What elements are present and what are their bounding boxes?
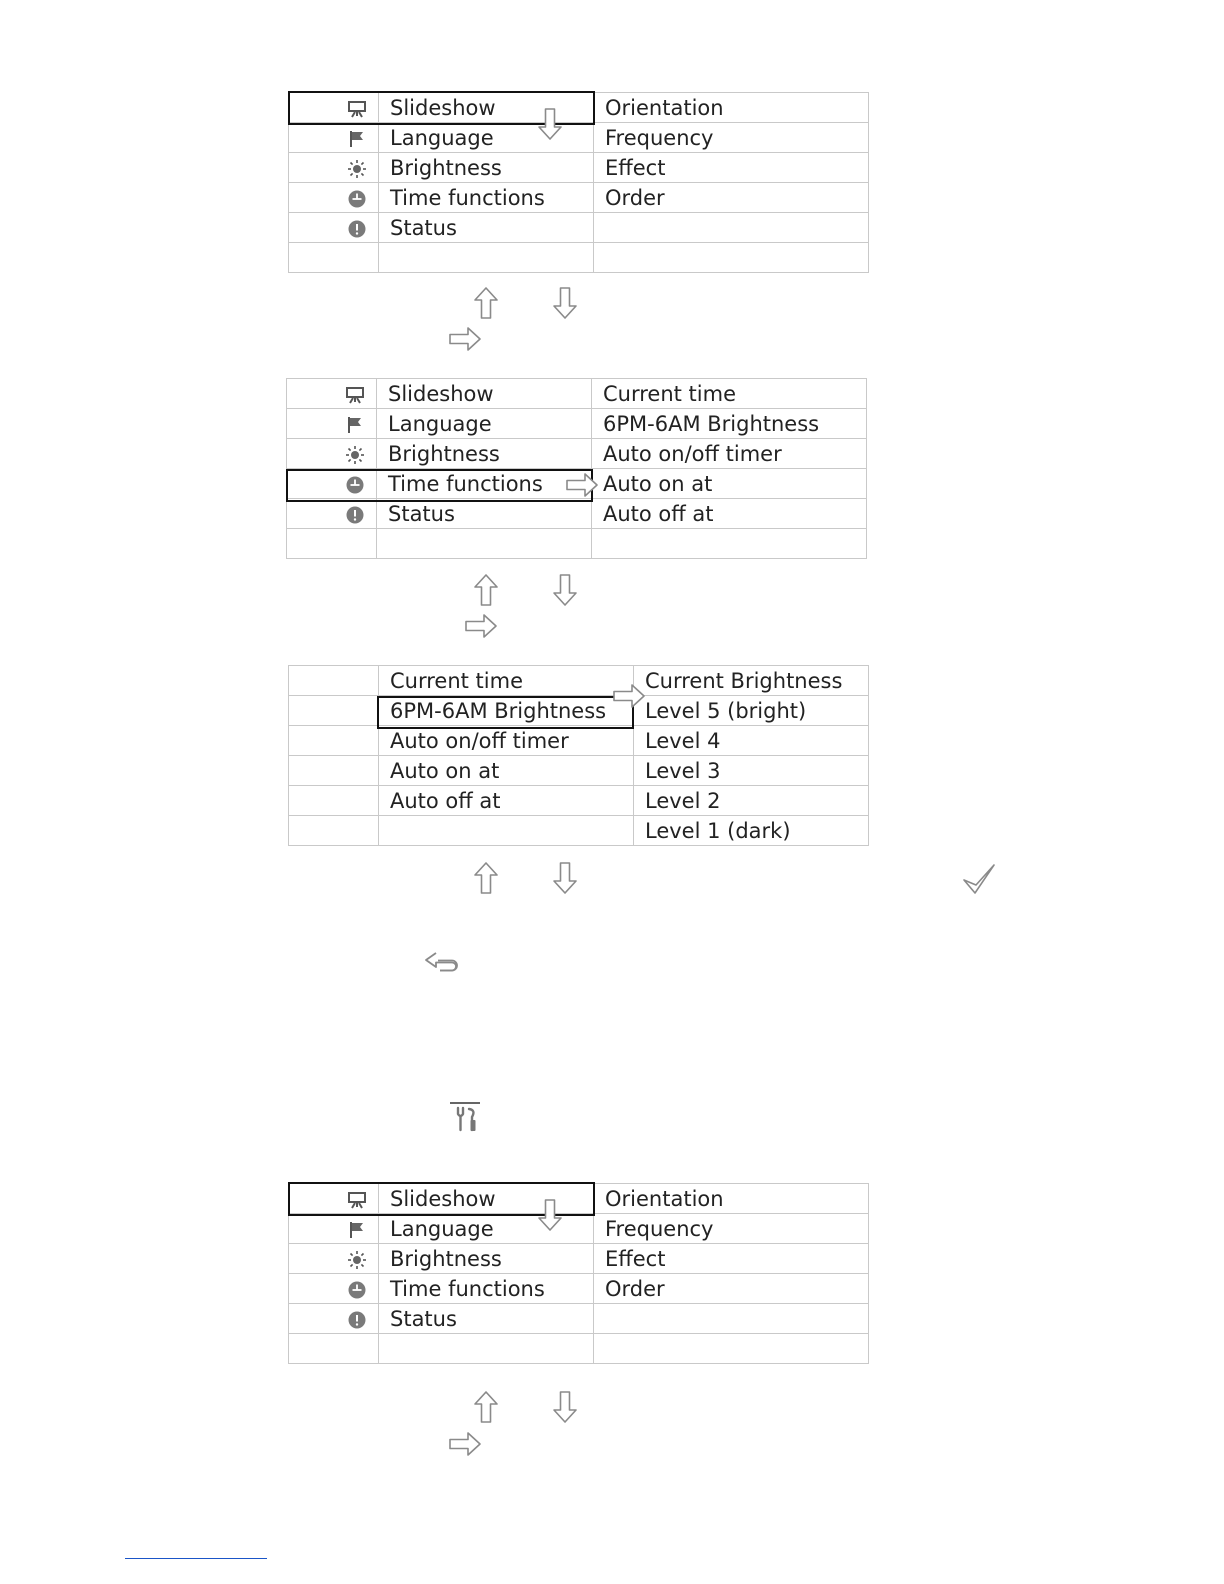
down-arrow-icon <box>538 108 564 142</box>
table-row <box>287 409 867 439</box>
right-arrow-icon[interactable] <box>449 1432 483 1458</box>
up-arrow-icon[interactable] <box>474 862 500 896</box>
submenu-item-order[interactable]: Order <box>594 183 869 213</box>
settings-menu-table-2 <box>286 378 867 559</box>
table-row <box>289 726 869 756</box>
submenu-item-night-brightness[interactable]: 6PM-6AM Brightness <box>379 696 634 726</box>
status-info-icon[interactable] <box>289 1304 379 1334</box>
slideshow-icon[interactable] <box>287 379 377 409</box>
right-arrow-icon[interactable] <box>449 327 483 353</box>
empty-cell <box>289 666 379 696</box>
table-row <box>289 1334 869 1364</box>
menu-item-brightness[interactable]: Brightness <box>377 439 592 469</box>
menu-item-slideshow[interactable]: Slideshow <box>377 379 592 409</box>
table-row <box>289 666 869 696</box>
menu-item-language[interactable]: Language <box>377 409 592 439</box>
empty-cell <box>289 696 379 726</box>
brightness-sun-icon[interactable] <box>289 153 379 183</box>
table-row <box>289 93 869 123</box>
option-level-2[interactable]: Level 2 <box>634 786 869 816</box>
up-arrow-icon[interactable] <box>474 1391 500 1425</box>
empty-cell <box>594 243 869 273</box>
submenu-item-auto-off-at[interactable]: Auto off at <box>379 786 634 816</box>
option-level-4[interactable]: Level 4 <box>634 726 869 756</box>
menu-item-status[interactable]: Status <box>377 499 592 529</box>
time-clock-icon[interactable] <box>289 1274 379 1304</box>
submenu-item-auto-onoff-timer[interactable]: Auto on/off timer <box>379 726 634 756</box>
table-row <box>289 1214 869 1244</box>
language-flag-icon[interactable] <box>289 1214 379 1244</box>
table-row <box>287 379 867 409</box>
submenu-item-auto-on-at[interactable]: Auto on at <box>379 756 634 786</box>
submenu-item-orientation[interactable]: Orientation <box>594 1184 869 1214</box>
down-arrow-icon[interactable] <box>553 574 579 608</box>
empty-cell <box>594 1304 869 1334</box>
menu-item-time-functions[interactable]: Time functions <box>379 183 594 213</box>
table-row <box>289 1304 869 1334</box>
submenu-item-order[interactable]: Order <box>594 1274 869 1304</box>
submenu-item-current-time[interactable]: Current time <box>379 666 634 696</box>
table-row <box>289 213 869 243</box>
empty-cell <box>379 816 634 846</box>
settings-menu-icon[interactable] <box>449 1100 481 1134</box>
table-row <box>287 529 867 559</box>
table-row <box>289 123 869 153</box>
settings-menu-table-1 <box>288 92 869 273</box>
submenu-item-orientation[interactable]: Orientation <box>594 93 869 123</box>
time-clock-icon[interactable] <box>289 183 379 213</box>
empty-cell <box>594 213 869 243</box>
empty-cell <box>594 1334 869 1364</box>
empty-cell <box>592 529 867 559</box>
option-level-5[interactable]: Level 5 (bright) <box>634 696 869 726</box>
menu-item-status[interactable]: Status <box>379 1304 594 1334</box>
status-info-icon[interactable] <box>289 213 379 243</box>
down-arrow-icon <box>538 1199 564 1233</box>
up-arrow-icon[interactable] <box>474 574 500 608</box>
menu-item-language[interactable]: Language <box>379 1214 594 1244</box>
option-current-brightness[interactable]: Current Brightness <box>634 666 869 696</box>
back-icon[interactable] <box>424 950 462 976</box>
table-row <box>289 1244 869 1274</box>
down-arrow-icon[interactable] <box>553 287 579 321</box>
submenu-item-night-brightness[interactable]: 6PM-6AM Brightness <box>592 409 867 439</box>
table-row <box>289 816 869 846</box>
submenu-item-effect[interactable]: Effect <box>594 1244 869 1274</box>
table-row <box>289 786 869 816</box>
table-row <box>289 243 869 273</box>
table-row <box>287 499 867 529</box>
table-row <box>287 439 867 469</box>
submenu-item-effect[interactable]: Effect <box>594 153 869 183</box>
slideshow-icon[interactable] <box>289 1184 379 1214</box>
menu-item-brightness[interactable]: Brightness <box>379 1244 594 1274</box>
empty-cell <box>379 243 594 273</box>
status-info-icon[interactable] <box>287 499 377 529</box>
right-arrow-icon <box>566 473 600 499</box>
empty-cell <box>289 756 379 786</box>
submenu-item-frequency[interactable]: Frequency <box>594 1214 869 1244</box>
menu-item-language[interactable]: Language <box>379 123 594 153</box>
brightness-sun-icon[interactable] <box>287 439 377 469</box>
brightness-sun-icon[interactable] <box>289 1244 379 1274</box>
submenu-item-auto-onoff-timer[interactable]: Auto on/off timer <box>592 439 867 469</box>
menu-item-status[interactable]: Status <box>379 213 594 243</box>
menu-item-slideshow[interactable]: Slideshow <box>379 93 594 123</box>
table-row <box>289 756 869 786</box>
option-level-1[interactable]: Level 1 (dark) <box>634 816 869 846</box>
submenu-item-current-time[interactable]: Current time <box>592 379 867 409</box>
table-row <box>289 153 869 183</box>
menu-item-brightness[interactable]: Brightness <box>379 153 594 183</box>
table-row <box>289 696 869 726</box>
down-arrow-icon[interactable] <box>553 1391 579 1425</box>
settings-menu-table-3 <box>288 665 869 846</box>
up-arrow-icon[interactable] <box>474 287 500 321</box>
right-arrow-icon[interactable] <box>465 614 499 640</box>
down-arrow-icon[interactable] <box>553 862 579 896</box>
menu-item-time-functions[interactable]: Time functions <box>379 1274 594 1304</box>
empty-cell <box>287 529 377 559</box>
empty-cell <box>289 786 379 816</box>
empty-cell <box>289 243 379 273</box>
menu-item-slideshow[interactable]: Slideshow <box>379 1184 594 1214</box>
submenu-item-auto-on-at[interactable]: Auto on at <box>592 469 867 499</box>
table-row <box>289 1184 869 1214</box>
right-arrow-icon <box>613 684 647 710</box>
slideshow-icon[interactable] <box>289 93 379 123</box>
table-row <box>289 183 869 213</box>
empty-cell <box>289 726 379 756</box>
settings-menu-table-4 <box>288 1183 869 1364</box>
time-clock-icon[interactable] <box>287 469 377 499</box>
language-flag-icon[interactable] <box>289 123 379 153</box>
menu-item-time-functions[interactable]: Time functions <box>377 469 592 499</box>
empty-cell <box>377 529 592 559</box>
confirm-check-icon[interactable] <box>962 862 996 896</box>
empty-cell <box>289 816 379 846</box>
footer-link-underline <box>125 1558 267 1559</box>
submenu-item-auto-off-at[interactable]: Auto off at <box>592 499 867 529</box>
table-row <box>289 1274 869 1304</box>
empty-cell <box>379 1334 594 1364</box>
submenu-item-frequency[interactable]: Frequency <box>594 123 869 153</box>
option-level-3[interactable]: Level 3 <box>634 756 869 786</box>
empty-cell <box>289 1334 379 1364</box>
language-flag-icon[interactable] <box>287 409 377 439</box>
